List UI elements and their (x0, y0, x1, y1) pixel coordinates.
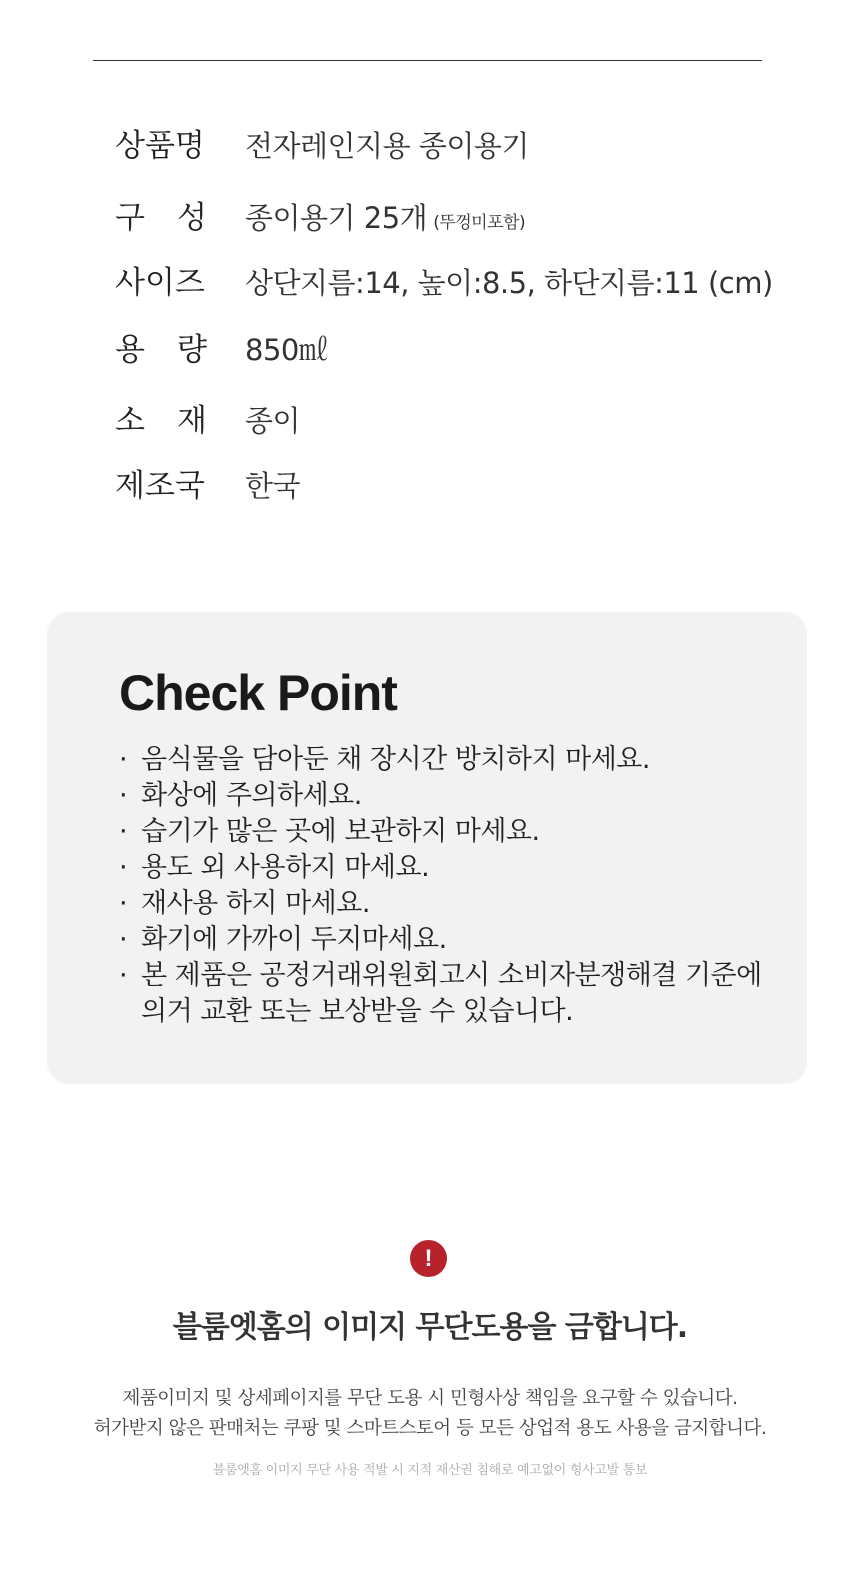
spec-row-name (0, 121, 860, 171)
spec-value: 850㎖ (245, 333, 328, 367)
spec-row-size (0, 258, 860, 308)
check-point-list (119, 742, 779, 1030)
bullet-icon: · (119, 960, 128, 991)
notice-line: 제품이미지 및 상세페이지를 무단 도용 시 민형사상 책임을 요구할 수 있습니다. (122, 1388, 738, 1409)
bullet-icon: · (119, 780, 128, 811)
spec-label: 구 성 (115, 200, 207, 236)
spec-value: 종이용기 25개 (뚜껑미포함) (245, 201, 526, 235)
spec-label: 제조국 (115, 468, 205, 504)
notice-line: 허가받지 않은 판매처는 쿠팡 및 스마트스토어 등 모든 상업적 용도 사용을 금지합니다. (93, 1418, 767, 1439)
notice-title: 블룸엣홈의 이미지 무단도용을 금합니다. (172, 1310, 688, 1345)
top-divider (93, 60, 762, 61)
notice-body (0, 1384, 860, 1444)
list-item: · 화기에 가까이 두지마세요. (119, 922, 779, 958)
spec-value: 종이 (245, 404, 301, 438)
spec-label: 사이즈 (115, 265, 205, 301)
list-item: · 음식물을 담아둔 채 장시간 방치하지 마세요. (119, 742, 779, 778)
spec-label: 상품명 (115, 128, 205, 164)
bullet-icon: · (119, 816, 128, 847)
bullet-icon: · (119, 924, 128, 955)
bullet-icon: · (119, 744, 128, 775)
list-item: · 재사용 하지 마세요. (119, 886, 779, 922)
bullet-icon: · (119, 852, 128, 883)
list-item: · 용도 외 사용하지 마세요. (119, 850, 779, 886)
spec-row-capacity (0, 325, 860, 375)
spec-value: 상단지름:14, 높이:8.5, 하단지름:11 (cm) (245, 266, 773, 300)
spec-value: 한국 (245, 469, 301, 503)
spec-label: 소 재 (115, 403, 207, 439)
list-item: · 습기가 많은 곳에 보관하지 마세요. (119, 814, 779, 850)
list-item: · 본 제품은 공정거래위원회고시 소비자분쟁해결 기준에 의거 교환 또는 보상받을 수 있습니다. (119, 960, 762, 1027)
spec-row-material (0, 396, 860, 446)
check-point-title: Check Point (119, 665, 397, 721)
spec-value: 전자레인지용 종이용기 (245, 129, 529, 163)
spec-row-composition (0, 193, 860, 243)
exclamation-icon: ! (410, 1240, 447, 1277)
check-point-panel (47, 612, 807, 1084)
notice-fine-print: 블룸엣홈 이미지 무단 사용 적발 시 지적 재산권 침해로 예고없이 형사고발 통보 (212, 1463, 648, 1478)
spec-row-origin (0, 461, 860, 511)
bullet-icon: · (119, 888, 128, 919)
spec-label: 용 량 (115, 332, 207, 368)
spec-note: (뚜껑미포함) (433, 213, 526, 233)
list-item: · 화상에 주의하세요. (119, 778, 779, 814)
